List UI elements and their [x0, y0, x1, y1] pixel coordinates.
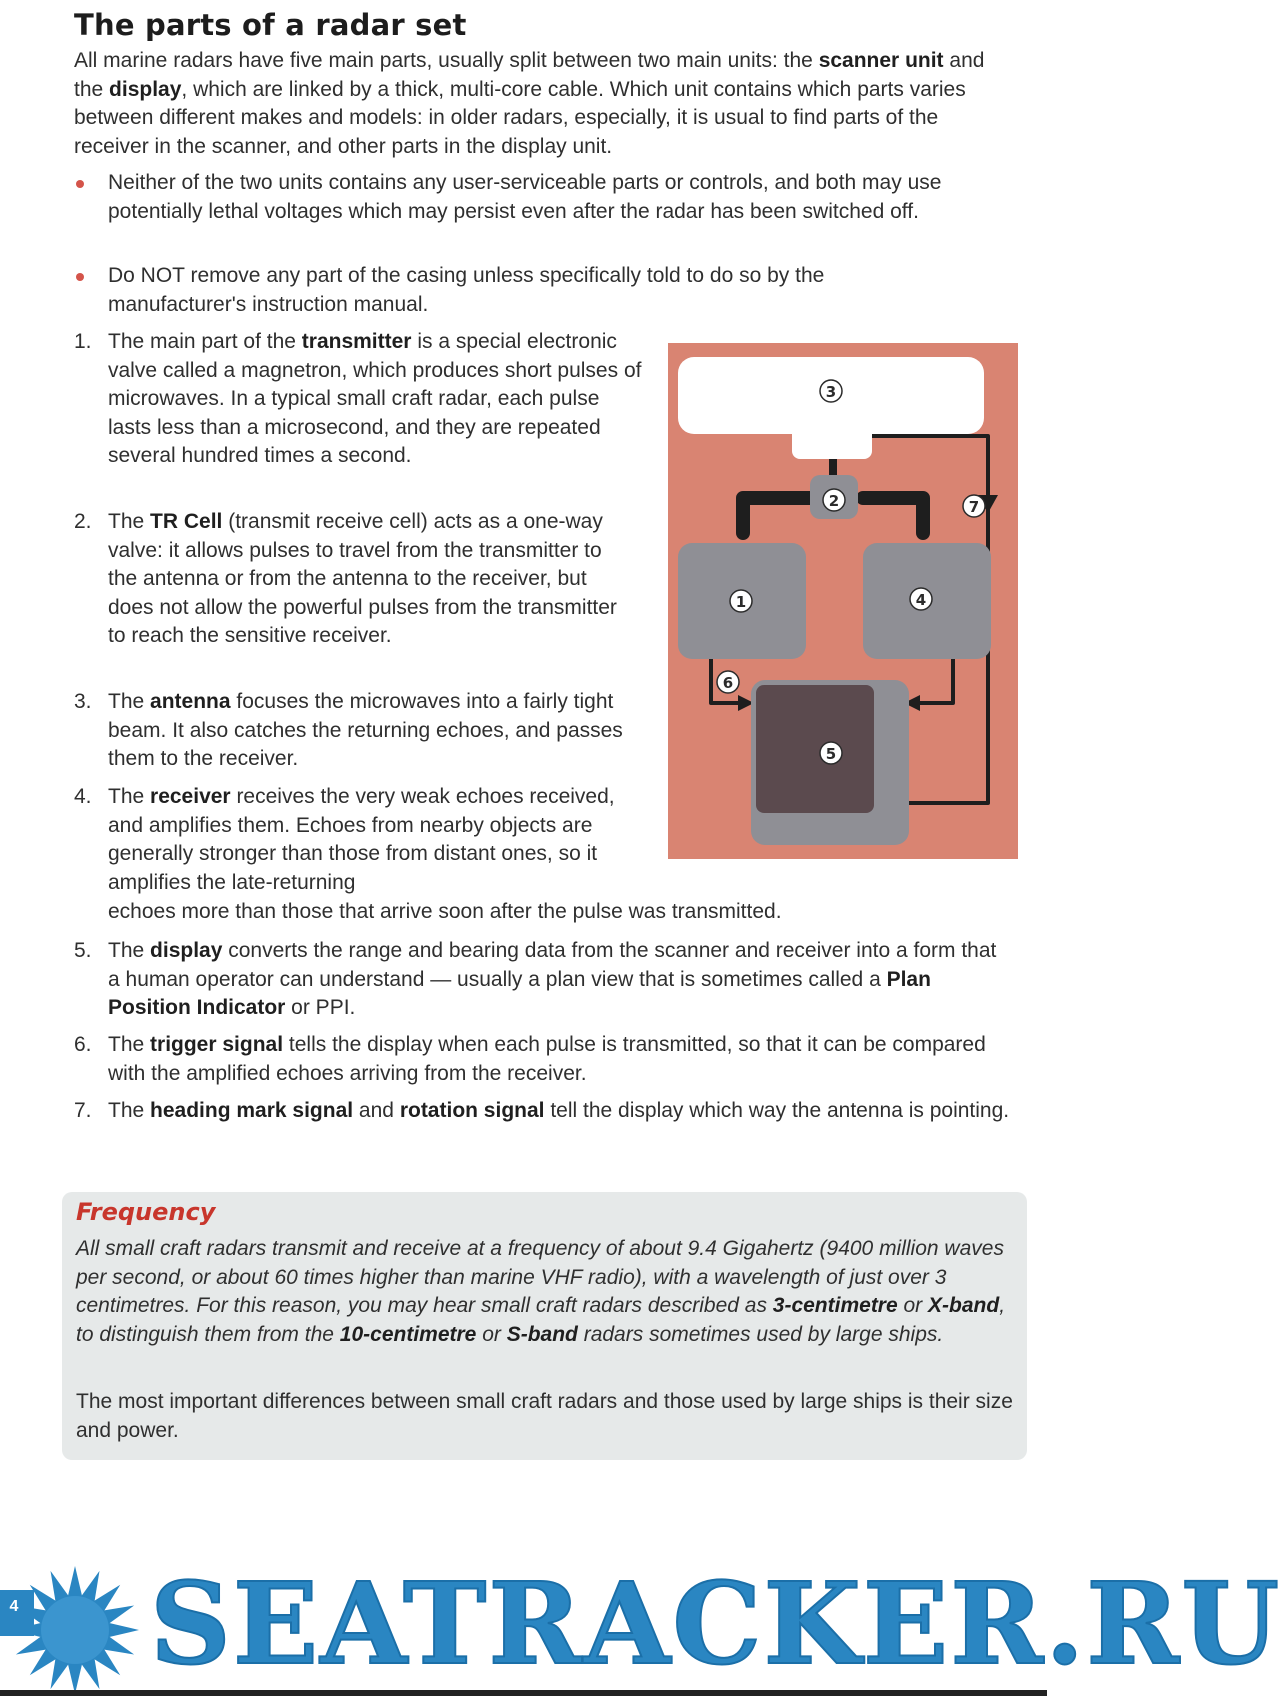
- list-number: 6.: [74, 1033, 92, 1056]
- scanner-base: [792, 423, 872, 459]
- page-number: 4: [9, 1598, 19, 1615]
- page-title: The parts of a radar set: [74, 8, 467, 42]
- list-number: 3.: [74, 690, 92, 713]
- list-item: The main part of the transmitter is a special electronic valve called a magnetron, which produces short pulses of microwaves. In a typical small craft radar, each pulse lasts less than a microsecond, and they are repeated several hundred times a second.: [108, 330, 642, 467]
- bullet-item: Do NOT remove any part of the casing unless specifically told to do so by the manufacturer's instruction manual.: [108, 264, 825, 316]
- intro-paragraph: All marine radars have five main parts, usually split between two main units: the scanner unit and the display, which are linked by a thick, multi-core cable. Which unit contains which parts varies between different makes and models: in older radars, especially, it is usual to find parts of the receiver in the scanner, and other parts in the display unit.: [74, 49, 985, 158]
- label-5: 5: [825, 745, 837, 763]
- list-item: The heading mark signal and rotation signal tell the display which way the antenna is pointing.: [108, 1099, 1010, 1122]
- frequency-paragraph: All small craft radars transmit and receive at a frequency of about 9.4 Gigahertz (9400 million waves per second, or about 60 times higher than marine VHF radio), with a wavelength of just over 3 centimetres. For this reason, you may hear small craft radars described as 3-centimetre or X-band, to distinguish them from the 10-centimetre or S-band radars sometimes used by large ships.: [76, 1237, 1006, 1346]
- bullet-item: Neither of the two units contains any user-serviceable parts or controls, and both may use potentially lethal voltages which may persist even after the radar has been switched off.: [108, 171, 942, 223]
- list-item: The antenna focuses the microwaves into a fairly tight beam. It also catches the returning echoes, and passes them to the receiver.: [108, 690, 623, 770]
- label-7: 7: [968, 498, 980, 516]
- bullet-dot: [76, 273, 84, 281]
- frequency-note: The most important differences between small craft radars and those used by large ships is their size and power.: [76, 1390, 1013, 1442]
- bullet-dot: [76, 180, 84, 188]
- list-item-continuation: echoes more than those that arrive soon after the pulse was transmitted.: [108, 900, 782, 923]
- list-number: 7.: [74, 1099, 92, 1122]
- list-number: 2.: [74, 510, 92, 533]
- list-number: 4.: [74, 785, 92, 808]
- list-number: 1.: [74, 330, 92, 353]
- frequency-title: Frequency: [76, 1198, 216, 1226]
- watermark-text: SEATRACKER.RU: [150, 1559, 1281, 1690]
- list-item: The trigger signal tells the display when each pulse is transmitted, so that it can be compared with the amplified echoes arriving from the receiver.: [108, 1033, 986, 1085]
- label-4: 4: [915, 591, 927, 609]
- label-1: 1: [735, 593, 747, 611]
- label-6: 6: [722, 674, 734, 692]
- list-number: 5.: [74, 939, 92, 962]
- bottom-rule: [0, 1690, 1047, 1696]
- label-3: 3: [825, 383, 837, 401]
- display-screen: [756, 685, 874, 813]
- list-item: The TR Cell (transmit receive cell) acts as a one-way valve: it allows pulses to travel from the transmitter to the antenna or from the antenna to the receiver, but does not allow the powerful pulses from the transmitter to reach the sensitive receiver.: [108, 510, 617, 647]
- label-2: 2: [828, 492, 840, 510]
- list-item: The receiver receives the very weak echoes received, and amplifies them. Echoes from nearby objects are generally stronger than those from distant ones, so it amplifies the late-returning: [108, 785, 615, 894]
- radar-diagram: [668, 343, 1018, 859]
- list-item: The display converts the range and bearing data from the scanner and receiver into a form that a human operator can understand — usually a plan view that is sometimes called a Plan Position Indicator or PPI.: [108, 939, 997, 1019]
